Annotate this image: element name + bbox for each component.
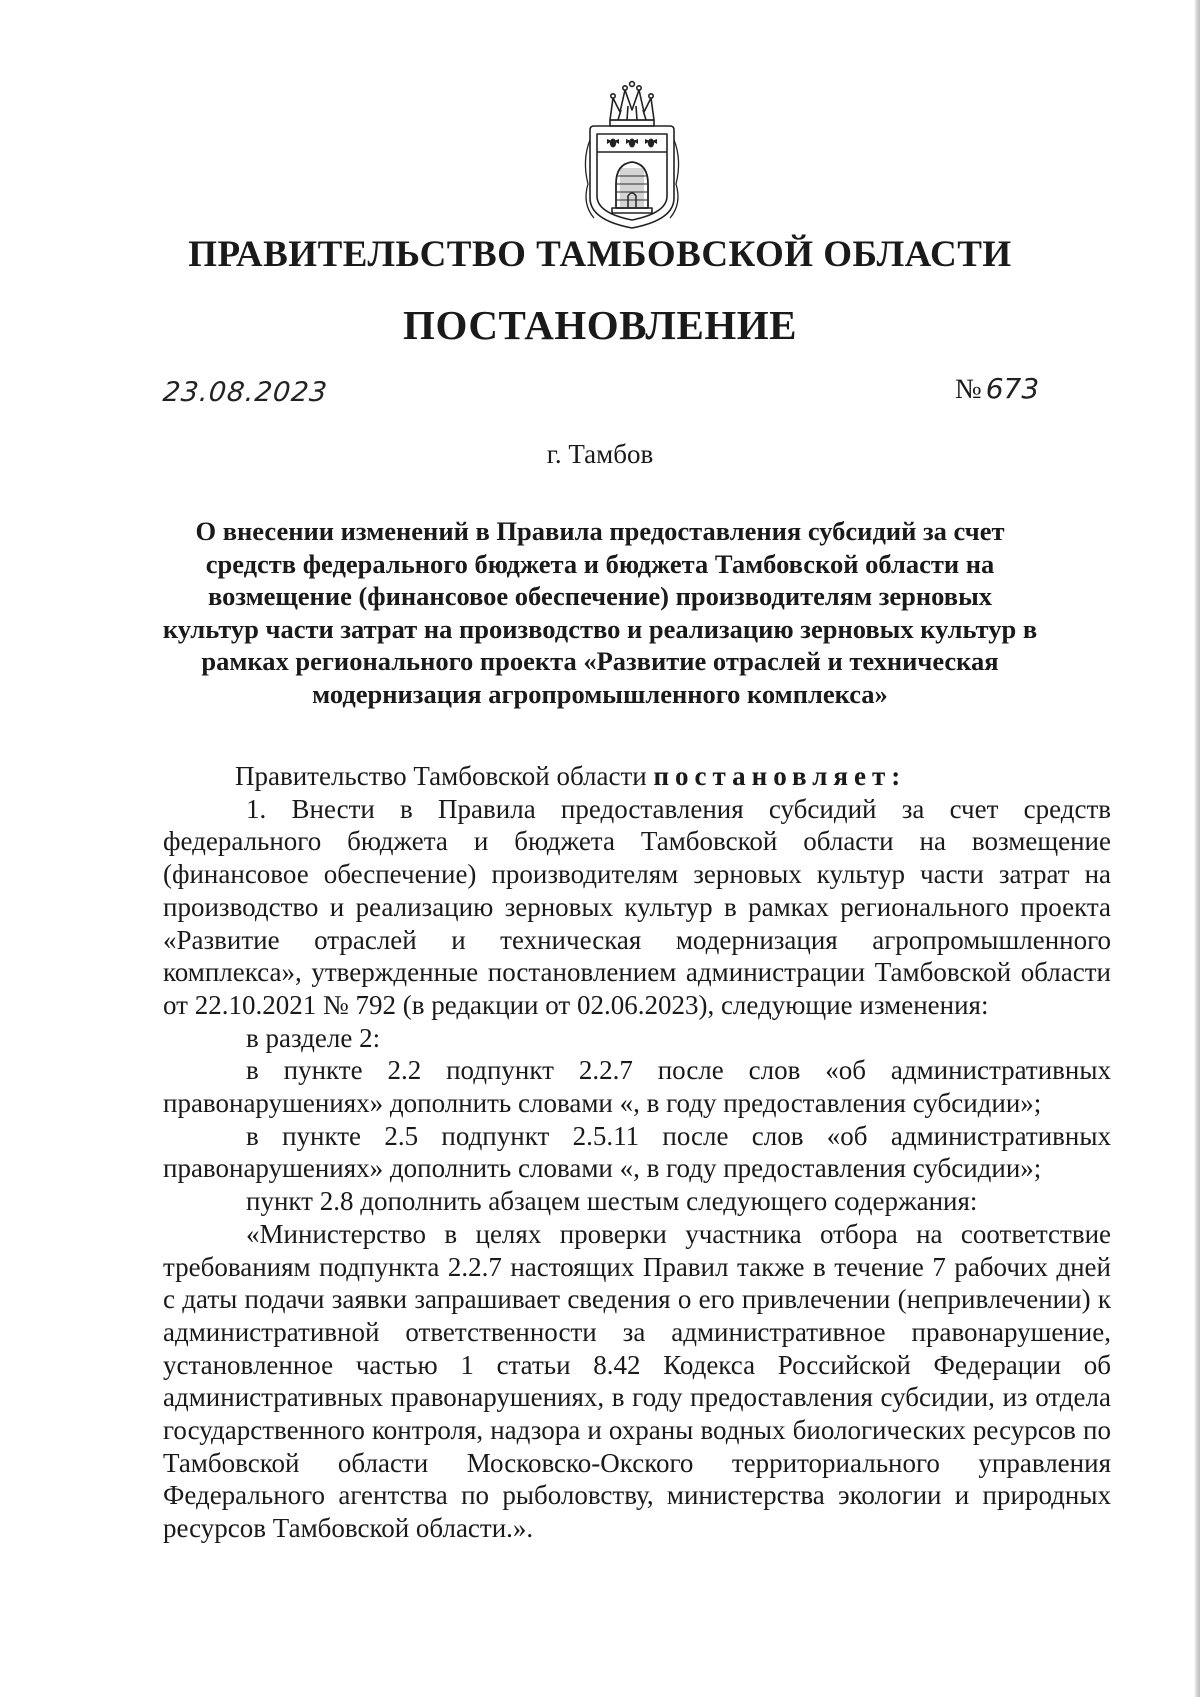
government-name: ПРАВИТЕЛЬСТВО ТАМБОВСКОЙ ОБЛАСТИ	[188, 234, 1012, 275]
paragraph-point-2-8: пункт 2.8 дополнить абзацем шестым следующего содержания:	[246, 1186, 978, 1217]
decree-word: постановляет	[653, 761, 892, 791]
subject-line: О внесении изменений в Правила предоставления субсидий за счет	[195, 516, 1005, 546]
document-body	[163, 760, 1111, 1545]
paragraph-point-2-5: в пункте 2.5 подпункт 2.5.11 после слов «об административных правонарушениях» дополнить словами «, в году предоставления субсидии»;	[163, 1120, 1111, 1184]
subject-line: культур части затрат на производство и реализацию зерновых культур в	[162, 613, 1038, 644]
number-sign: №	[955, 374, 982, 405]
subject-line: возмещение (финансовое обеспечение) производителям зерновых	[207, 581, 993, 612]
tambov-coat-of-arms-icon	[580, 80, 684, 230]
paragraph-item-1: 1. Внести в Правила предоставления субсидий за счет средств федерального бюджета и бюджета Тамбовской области на возмещение (финансовое обеспечение) производителям зерновых культур части затрат на производство и реализацию зерновых культур в рамках регионального проекта «Развитие отраслей и техническая модернизация агропромышленного комплекса», утвержденные постановлением администрации Тамбовской области от 22.10.2021 № 792 (в редакции от 02.06.2023), следующие изменения:	[163, 793, 1111, 1020]
paragraph-ministry-text: «Министерство в целях проверки участника отбора на соответствие требованиям подпункта 2.2.7 настоящих Правил также в течение 7 рабочих дней с даты подачи заявки запрашивает сведения о его привлечении (непривлечении) к административной ответственности за административное правонарушение, установленное частью 1 статьи 8.42 Кодекса Российской Федерации об административных правонарушениях, в году предоставления субсидии, из отдела государственного контроля, надзора и охраны водных биологических ресурсов по Тамбовской области Московско-Окского территориального управления Федерального агентства по рыболовству, министерства экологии и природных ресурсов Тамбовской области.».	[163, 1218, 1111, 1544]
paragraph-section-2: в разделе 2:	[246, 1022, 381, 1053]
decree-colon: :	[891, 761, 901, 791]
paragraph-point-2-2: в пункте 2.2 подпункт 2.2.7 после слов «об административных правонарушениях» дополнить словами «, в году предоставления субсидии»;	[163, 1055, 1111, 1119]
document-city: г. Тамбов	[546, 439, 654, 469]
document-number-value: 673	[985, 372, 1040, 405]
document-subject	[150, 515, 1050, 711]
preamble-text: Правительство Тамбовской области	[235, 761, 654, 791]
subject-line: рамках регионального проекта «Развитие отраслей и техническая	[201, 646, 999, 677]
document-number	[955, 372, 1039, 406]
subject-line: модернизация агропромышленного комплекса»	[312, 678, 888, 709]
preamble	[163, 760, 1111, 793]
document-date: 23.08.2023	[161, 377, 330, 408]
subject-line: средств федерального бюджета и бюджета Тамбовской области на	[205, 548, 995, 579]
document-type-title: ПОСТАНОВЛЕНИЕ	[403, 302, 797, 348]
